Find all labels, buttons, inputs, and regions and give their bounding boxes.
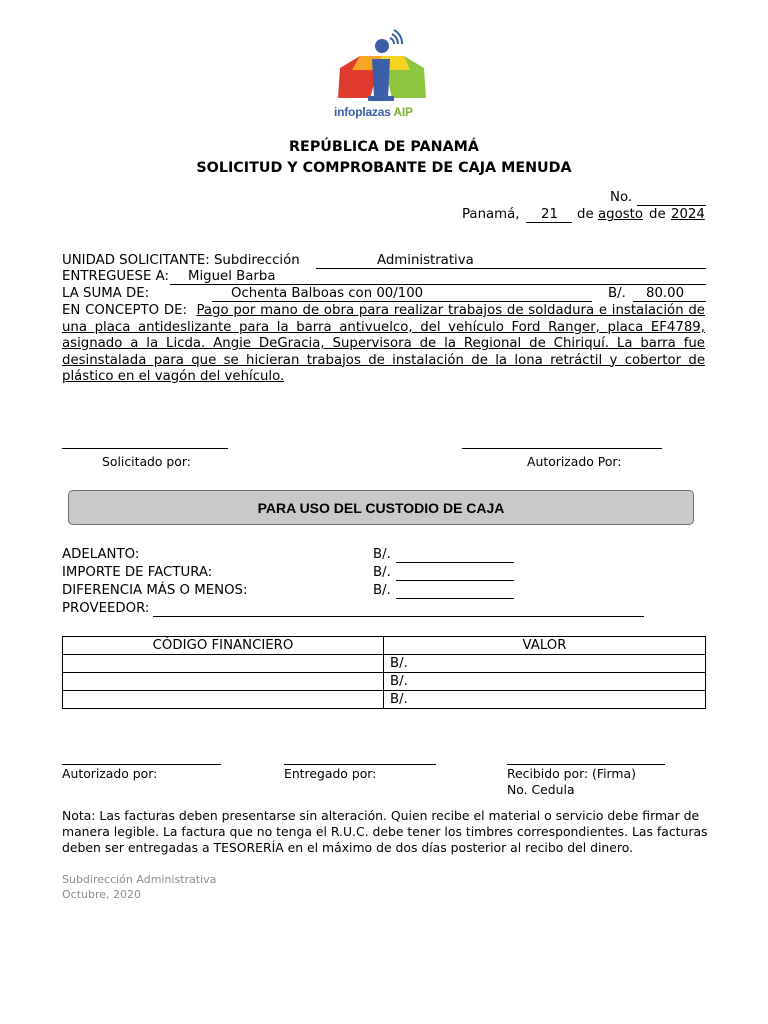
diferencia-blank[interactable] [396, 598, 514, 599]
logo-wordmark: infoplazas AIP [334, 105, 413, 119]
valor-cell[interactable]: B/. [384, 673, 706, 691]
suma-amount: 80.00 [646, 286, 685, 301]
unidad-label: UNIDAD SOLICITANTE: Subdirección [62, 253, 300, 268]
entregado-line[interactable] [284, 764, 436, 765]
footer-date: Octubre, 2020 [62, 888, 142, 901]
header-valor: VALOR [384, 637, 706, 655]
footer-department: Subdirección Administrativa [62, 873, 217, 886]
importe-blank[interactable] [396, 580, 514, 581]
entregado-label: Entregado por: [284, 766, 377, 781]
table-row [63, 691, 706, 709]
custodio-banner: PARA USO DEL CUSTODIO DE CAJA [68, 490, 694, 525]
date-year: 2024 [671, 207, 705, 222]
date-de1: de [577, 207, 594, 222]
valor-cell[interactable]: B/. [384, 655, 706, 673]
concepto-value: Pago por mano de obra para realizar trabajos de soldadura e instalación de una placa antideslizante para la barra antivuelco, del vehículo Ford Ranger, placa EF4789, asignado a la Licda. Angie DeGracia, Supervisora de la Regional de Chiriquí. La barra fue desinstalada para que se hicieran trabajos de instalación de la lona retráctil y cobertor de plástico en el vagón del vehículo. [62, 303, 705, 384]
number-blank[interactable] [637, 205, 706, 206]
solicitado-signature-line[interactable] [62, 448, 228, 449]
codigo-cell[interactable] [63, 691, 384, 709]
header-form-title: SOLICITUD Y COMPROBANTE DE CAJA MENUDA [196, 160, 572, 176]
suma-currency: B/. [608, 286, 626, 301]
valor-cell[interactable]: B/. [384, 691, 706, 709]
bottom-autorizado-line[interactable] [62, 764, 221, 765]
number-label: No. [610, 190, 633, 205]
date-day: 21 [541, 207, 558, 222]
entreguese-value: Miguel Barba [188, 269, 276, 284]
codigo-cell[interactable] [63, 673, 384, 691]
suma-label: LA SUMA DE: [62, 286, 150, 301]
amount-blank [633, 301, 706, 302]
concepto-label: EN CONCEPTO DE: [62, 303, 187, 318]
unidad-blank [316, 268, 706, 269]
bottom-autorizado-label: Autorizado por: [62, 766, 158, 781]
entreguese-label: ENTREGUESE A: [62, 269, 169, 284]
place-label: Panamá, [462, 207, 520, 222]
cedula-label: No. Cedula [507, 782, 575, 797]
note-paragraph: Nota: Las facturas deben presentarse sin alteración. Quien recibe el material o servicio debe firmar de manera legible. La factura que no tenga el R.U.C. debe tener los timbres correspondientes. Las facturas deben ser entregadas a TESORERÍA en el máximo de dos días posterior al recibo del dinero. [62, 808, 708, 856]
recibido-label: Recibido por: (Firma) [507, 766, 636, 781]
solicitado-label: Solicitado por: [102, 454, 191, 469]
suma-value: Ochenta Balboas con 00/100 [231, 286, 424, 301]
adelanto-blank[interactable] [396, 562, 514, 563]
header-codigo: CÓDIGO FINANCIERO [63, 637, 384, 655]
concepto-paragraph [62, 303, 705, 386]
table-row [63, 655, 706, 673]
financial-code-table [62, 636, 706, 709]
date-de2: de [649, 207, 666, 222]
table-row [63, 673, 706, 691]
importe-currency: B/. [373, 565, 391, 580]
importe-label: IMPORTE DE FACTURA: [62, 565, 213, 580]
unidad-value: Administrativa [377, 253, 474, 268]
diferencia-currency: B/. [373, 583, 391, 598]
diferencia-label: DIFERENCIA MÁS O MENOS: [62, 583, 248, 598]
day-blank [526, 222, 572, 223]
header-country: REPÚBLICA DE PANAMÁ [289, 139, 479, 155]
infoplazas-emblem-icon [330, 26, 432, 106]
suma-blank [212, 301, 592, 302]
table-header-row [63, 637, 706, 655]
autorizado-label: Autorizado Por: [527, 454, 622, 469]
recibido-line[interactable] [507, 764, 665, 765]
adelanto-currency: B/. [373, 547, 391, 562]
adelanto-label: ADELANTO: [62, 547, 140, 562]
codigo-cell[interactable] [63, 655, 384, 673]
proveedor-blank[interactable] [153, 616, 644, 617]
autorizado-signature-line[interactable] [462, 448, 662, 449]
proveedor-label: PROVEEDOR: [62, 601, 150, 616]
date-month: agosto [598, 207, 644, 222]
entreguese-blank [170, 284, 706, 285]
infoplazas-logo [330, 26, 432, 126]
